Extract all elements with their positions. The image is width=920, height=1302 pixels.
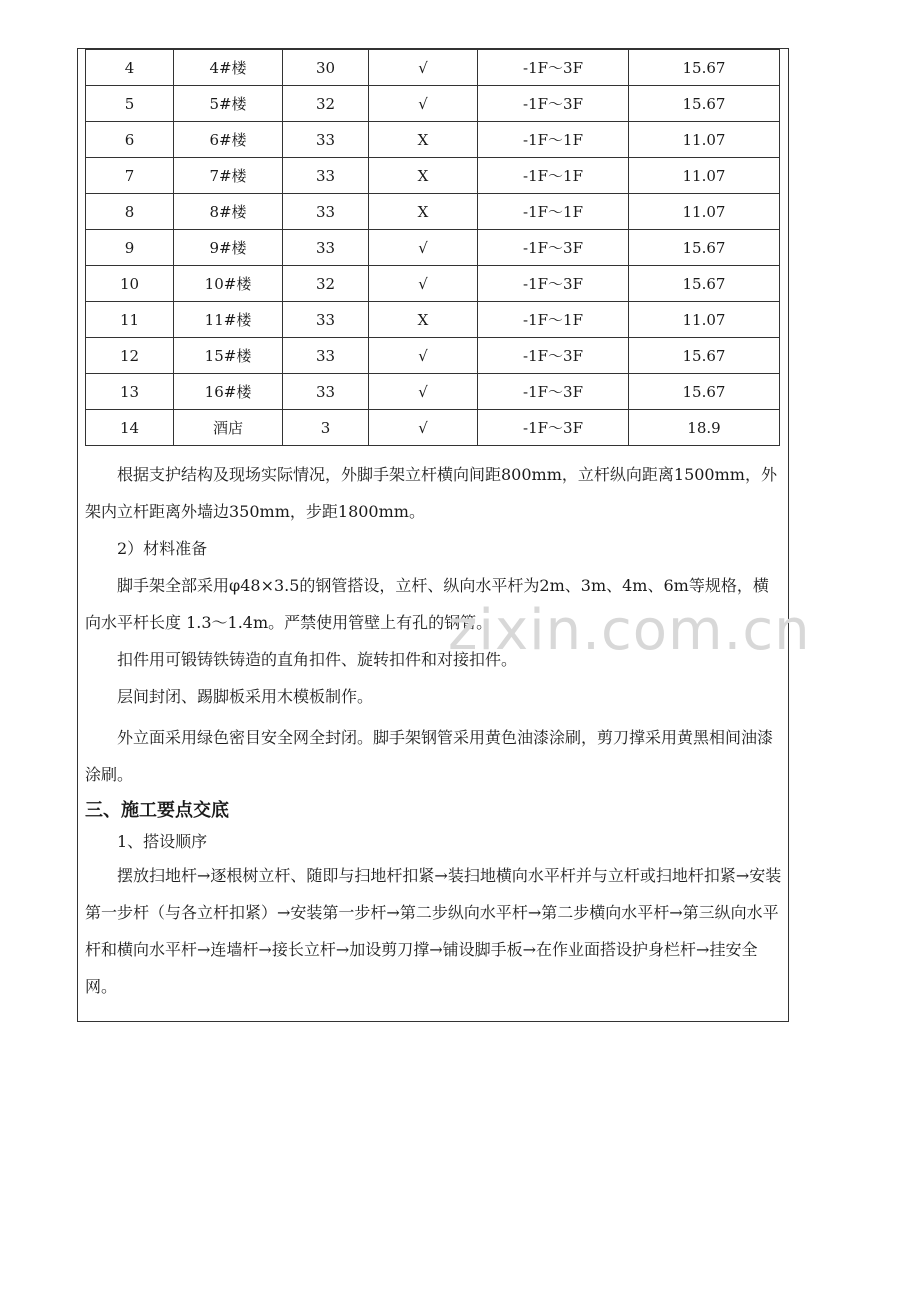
building-cell: 15#楼 (174, 338, 283, 374)
floors-cell: 33 (283, 122, 369, 158)
building-cell: 11#楼 (174, 302, 283, 338)
floor-range-cell: -1F～3F (478, 410, 629, 446)
height-cell: 15.67 (629, 374, 780, 410)
table-row (86, 86, 780, 122)
status-cell: √ (369, 86, 478, 122)
height-cell: 18.9 (629, 410, 780, 446)
table-row (86, 50, 780, 86)
erection-order-paragraph: 摆放扫地杆→逐根树立杆、随即与扫地杆扣紧→装扫地横向水平杆并与立杆或扫地杆扣紧→安装第一步杆（与各立杆扣紧）→安装第一步杆→第二步纵向水平杆→第二步横向水平杆→第三纵向水平杆和横向水平杆→连墙杆→接长立杆→加设剪刀撑→铺设脚手板→在作业面搭设护身栏杆→挂安全网。 (85, 866, 782, 996)
table-row (86, 194, 780, 230)
status-cell: √ (369, 410, 478, 446)
floors-cell: 32 (283, 86, 369, 122)
building-cell: 8#楼 (174, 194, 283, 230)
table-row (86, 374, 780, 410)
building-cell: 5#楼 (174, 86, 283, 122)
status-cell: X (369, 158, 478, 194)
floor-range-cell: -1F～3F (478, 338, 629, 374)
table-row (86, 338, 780, 374)
row-number-cell: 11 (86, 302, 174, 338)
floors-cell: 32 (283, 266, 369, 302)
floors-cell: 33 (283, 338, 369, 374)
row-number-cell: 8 (86, 194, 174, 230)
floors-cell: 33 (283, 194, 369, 230)
safety-net-paragraph: 外立面采用绿色密目安全网全封闭。脚手架钢管采用黄色油漆涂刷，剪刀撑采用黄黑相间油漆涂刷。 (85, 728, 774, 784)
watermark: zixin.com.cn (448, 598, 811, 663)
status-cell: √ (369, 230, 478, 266)
floor-range-cell: -1F～1F (478, 194, 629, 230)
height-cell: 15.67 (629, 230, 780, 266)
floor-range-cell: -1F～1F (478, 158, 629, 194)
toe-board-paragraph: 层间封闭、踢脚板采用木模板制作。 (117, 687, 374, 706)
floors-cell: 3 (283, 410, 369, 446)
status-cell: √ (369, 338, 478, 374)
section-heading-3: 三、施工要点交底 (85, 800, 229, 821)
height-cell: 11.07 (629, 194, 780, 230)
status-cell: X (369, 194, 478, 230)
row-number-cell: 10 (86, 266, 174, 302)
status-cell: √ (369, 50, 478, 86)
table-row (86, 122, 780, 158)
building-cell: 7#楼 (174, 158, 283, 194)
floor-range-cell: -1F～3F (478, 230, 629, 266)
row-number-cell: 12 (86, 338, 174, 374)
table-row (86, 158, 780, 194)
height-cell: 15.67 (629, 50, 780, 86)
materials-subheading: 2）材料准备 (117, 539, 208, 558)
building-cell: 酒店 (174, 410, 283, 446)
row-number-cell: 5 (86, 86, 174, 122)
floor-range-cell: -1F～3F (478, 50, 629, 86)
row-number-cell: 9 (86, 230, 174, 266)
erection-order-subheading: 1、搭设顺序 (117, 832, 208, 851)
fastener-paragraph: 扣件用可锻铸铁铸造的直角扣件、旋转扣件和对接扣件。 (117, 650, 518, 669)
steel-pipe-paragraph: 脚手架全部采用φ48×3.5的钢管搭设，立杆、纵向水平杆为2m、3m、4m、6m等规格，横向水平杆长度 1.3～1.4m。严禁使用管壁上有孔的钢管。 (85, 576, 769, 632)
height-cell: 15.67 (629, 86, 780, 122)
building-cell: 16#楼 (174, 374, 283, 410)
floor-range-cell: -1F～3F (478, 86, 629, 122)
row-number-cell: 14 (86, 410, 174, 446)
row-number-cell: 6 (86, 122, 174, 158)
spacing-paragraph: 根据支护结构及现场实际情况，外脚手架立杆横向间距800mm，立杆纵向距离1500mm，外架内立杆距离外墙边350mm，步距1800mm。 (85, 465, 777, 521)
status-cell: √ (369, 374, 478, 410)
building-cell: 9#楼 (174, 230, 283, 266)
row-number-cell: 7 (86, 158, 174, 194)
row-number-cell: 13 (86, 374, 174, 410)
section-materials (85, 456, 782, 1005)
scaffold-table-body (86, 50, 780, 446)
floor-range-cell: -1F～3F (478, 374, 629, 410)
floors-cell: 33 (283, 230, 369, 266)
building-cell: 4#楼 (174, 50, 283, 86)
table-row (86, 410, 780, 446)
floor-range-cell: -1F～1F (478, 302, 629, 338)
row-number-cell: 4 (86, 50, 174, 86)
floor-range-cell: -1F～3F (478, 266, 629, 302)
building-cell: 6#楼 (174, 122, 283, 158)
height-cell: 11.07 (629, 122, 780, 158)
height-cell: 15.67 (629, 266, 780, 302)
floors-cell: 30 (283, 50, 369, 86)
scaffold-table (85, 49, 780, 446)
building-cell: 10#楼 (174, 266, 283, 302)
height-cell: 11.07 (629, 302, 780, 338)
floors-cell: 33 (283, 374, 369, 410)
status-cell: X (369, 122, 478, 158)
height-cell: 11.07 (629, 158, 780, 194)
floors-cell: 33 (283, 158, 369, 194)
table-row (86, 302, 780, 338)
status-cell: √ (369, 266, 478, 302)
floors-cell: 33 (283, 302, 369, 338)
table-row (86, 230, 780, 266)
height-cell: 15.67 (629, 338, 780, 374)
status-cell: X (369, 302, 478, 338)
floor-range-cell: -1F～1F (478, 122, 629, 158)
table-row (86, 266, 780, 302)
